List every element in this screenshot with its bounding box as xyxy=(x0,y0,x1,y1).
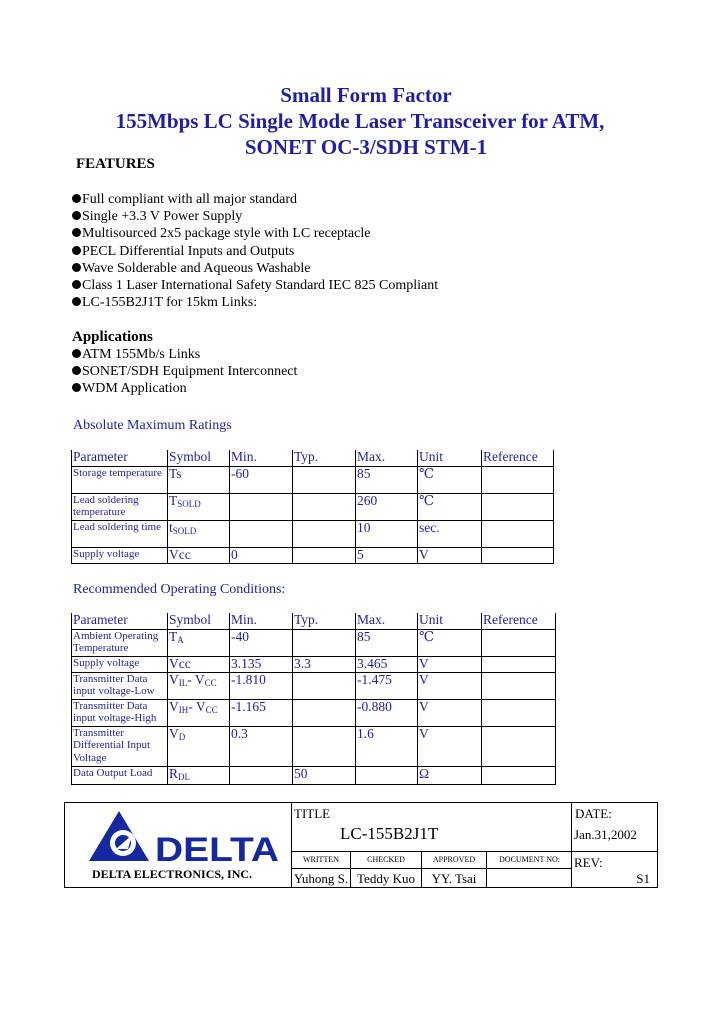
title-line-2: 155Mbps LC Single Mode Laser Transceiver for ATM, xyxy=(115,109,605,133)
rev-cell xyxy=(571,852,658,887)
min-cell: -1.165 xyxy=(230,699,293,726)
rec-op-table xyxy=(71,613,556,785)
column-header: Reference xyxy=(482,450,554,466)
min-cell: 0.3 xyxy=(230,726,293,766)
symbol-cell xyxy=(168,520,230,547)
max-cell: 1.6 xyxy=(356,726,418,766)
feature-text: Multisourced 2x5 package style with LC receptacle xyxy=(82,226,371,242)
written-value: Yuhong S. xyxy=(293,871,349,886)
parameter-cell: Transmitter Differential Input Voltage xyxy=(72,726,168,766)
feature-text: LC-155B2J1T for 15km Links: xyxy=(82,295,258,311)
symbol-cell xyxy=(168,656,230,672)
symbol-subscript-2: CC xyxy=(204,677,217,688)
written-cell xyxy=(291,852,350,887)
column-header: Unit xyxy=(418,450,482,466)
parameter-cell: Supply voltage xyxy=(72,547,168,563)
parameter-cell: Lead soldering time xyxy=(72,520,168,547)
table-row xyxy=(72,466,554,493)
parameter-cell: Transmitter Data input voltage-Low xyxy=(72,672,168,699)
max-cell: 3.465 xyxy=(356,656,418,672)
ref-cell xyxy=(482,520,554,547)
symbol-subscript-2: CC xyxy=(205,704,218,715)
company-logo-cell xyxy=(65,803,292,887)
column-header: Max. xyxy=(356,450,418,466)
application-text: WDM Application xyxy=(82,381,187,397)
typ-cell xyxy=(293,547,356,563)
feature-text: Single +3.3 V Power Supply xyxy=(82,209,243,225)
bullet-icon xyxy=(72,280,81,289)
part-number: LC-155B2J1T xyxy=(340,824,439,843)
rev-label: REV: xyxy=(574,855,603,870)
applications-heading: Applications xyxy=(72,329,153,345)
ref-cell xyxy=(482,629,556,656)
symbol-cell xyxy=(168,699,230,726)
typ-cell xyxy=(293,699,356,726)
date-label: DATE: xyxy=(575,806,612,821)
typ-cell xyxy=(293,466,356,493)
column-header: Typ. xyxy=(293,613,356,629)
column-header: Reference xyxy=(482,613,556,629)
symbol-text: Vcc xyxy=(169,547,191,562)
max-cell: -0.880 xyxy=(356,699,418,726)
table-header-row xyxy=(72,450,554,466)
min-cell: -60 xyxy=(230,466,293,493)
parameter-cell: Data Output Load xyxy=(72,766,168,784)
bullet-icon xyxy=(72,366,81,375)
symbol-text-2: - V xyxy=(188,699,206,714)
table-row xyxy=(72,520,554,547)
application-text: ATM 155Mb/s Links xyxy=(82,347,201,362)
symbol-cell xyxy=(168,629,230,656)
table-row xyxy=(72,766,556,784)
min-cell xyxy=(230,493,293,520)
table-row xyxy=(72,547,554,563)
symbol-subscript: DL xyxy=(178,771,191,782)
unit-cell: ℃ xyxy=(418,493,482,520)
rev-value: S1 xyxy=(636,871,650,886)
symbol-cell xyxy=(168,493,230,520)
unit-cell: V xyxy=(418,699,482,726)
typ-cell xyxy=(293,493,356,520)
parameter-cell: Transmitter Data input voltage-High xyxy=(72,699,168,726)
bullet-icon xyxy=(72,383,81,392)
checked-label: CHECKED xyxy=(367,855,405,864)
docno-cell xyxy=(486,852,572,887)
min-cell xyxy=(230,766,293,784)
symbol-text: Ts xyxy=(169,466,182,481)
abs-max-title: Absolute Maximum Ratings xyxy=(73,418,232,433)
parameter-cell: Storage temperature xyxy=(72,466,168,493)
symbol-text-2: - V xyxy=(187,672,205,687)
symbol-text: t xyxy=(169,520,173,535)
unit-cell: Ω xyxy=(418,766,482,784)
bullet-icon xyxy=(72,194,81,203)
parameter-cell: Ambient Operating Temperature xyxy=(72,629,168,656)
company-name: DELTA ELECTRONICS, INC. xyxy=(92,867,253,881)
checked-cell xyxy=(350,852,421,887)
max-cell: 10 xyxy=(356,520,418,547)
table-row xyxy=(72,629,556,656)
title-line-3: SONET OC-3/SDH STM-1 xyxy=(244,135,488,159)
bullet-icon xyxy=(72,228,81,237)
typ-cell xyxy=(293,629,356,656)
typ-cell: 3.3 xyxy=(293,656,356,672)
table-row xyxy=(72,493,554,520)
ref-cell xyxy=(482,547,554,563)
feature-list xyxy=(72,191,438,311)
approved-label: APPROVED xyxy=(432,855,476,864)
unit-cell: V xyxy=(418,726,482,766)
ref-cell xyxy=(482,699,556,726)
written-label: WRITTEN xyxy=(303,855,339,864)
max-cell: 85 xyxy=(356,629,418,656)
rec-op-title: Recommended Operating Conditions: xyxy=(73,582,286,597)
abs-max-table xyxy=(71,450,554,564)
table-row xyxy=(72,699,556,726)
unit-cell: ℃ xyxy=(418,629,482,656)
parameter-cell: Supply voltage xyxy=(72,656,168,672)
approved-cell xyxy=(421,852,486,887)
column-header: Symbol xyxy=(168,613,230,629)
feature-text: Full compliant with all major standard xyxy=(82,192,298,207)
ref-cell xyxy=(482,672,556,699)
min-cell xyxy=(230,520,293,547)
symbol-subscript: D xyxy=(178,731,186,742)
symbol-text: T xyxy=(169,629,178,644)
column-header: Parameter xyxy=(72,450,168,466)
max-cell: 260 xyxy=(356,493,418,520)
parameter-cell: Lead soldering temperature xyxy=(72,493,168,520)
checked-value: Teddy Kuo xyxy=(357,871,415,886)
applications-list xyxy=(72,346,297,398)
feature-text: Class 1 Laser International Safety Standard IEC 825 Compliant xyxy=(82,278,439,294)
min-cell: -1.810 xyxy=(230,672,293,699)
unit-cell: ℃ xyxy=(418,466,482,493)
unit-cell: V xyxy=(418,547,482,563)
symbol-text: V xyxy=(169,726,179,741)
bullet-icon xyxy=(72,211,81,220)
feature-text: PECL Differential Inputs and Outputs xyxy=(82,243,295,259)
bullet-icon xyxy=(72,297,81,306)
unit-cell: V xyxy=(418,656,482,672)
document-title xyxy=(0,82,720,160)
feature-text: Wave Solderable and Aqueous Washable xyxy=(82,260,311,276)
feature-item xyxy=(72,208,438,225)
feature-item xyxy=(72,191,438,208)
docno-label: DOCUMENT NO: xyxy=(499,855,560,864)
feature-item xyxy=(72,277,438,294)
feature-item xyxy=(72,294,438,311)
min-cell: -40 xyxy=(230,629,293,656)
application-item xyxy=(72,363,297,380)
column-header: Unit xyxy=(418,613,482,629)
feature-item xyxy=(72,260,438,277)
unit-cell: sec. xyxy=(418,520,482,547)
unit-cell: V xyxy=(418,672,482,699)
table-row xyxy=(72,726,556,766)
application-item xyxy=(72,346,297,363)
feature-item xyxy=(72,225,438,242)
symbol-text: V xyxy=(169,672,179,687)
logo-wordmark: DELTA xyxy=(155,831,279,865)
column-header: Min. xyxy=(230,613,293,629)
ref-cell xyxy=(482,656,556,672)
ref-cell xyxy=(482,726,556,766)
ref-cell xyxy=(482,466,554,493)
application-text: SONET/SDH Equipment Interconnect xyxy=(82,364,298,380)
date-value: Jan.31,2002 xyxy=(574,827,637,842)
table-row xyxy=(72,672,556,699)
symbol-cell xyxy=(168,726,230,766)
column-header: Parameter xyxy=(72,613,168,629)
symbol-subscript: A xyxy=(177,634,184,645)
max-cell: 85 xyxy=(356,466,418,493)
table-row xyxy=(72,656,556,672)
symbol-subscript: SOLD xyxy=(172,525,197,536)
min-cell: 0 xyxy=(230,547,293,563)
symbol-text: V xyxy=(169,699,179,714)
symbol-cell xyxy=(168,466,230,493)
table-header-row xyxy=(72,613,556,629)
typ-cell: 50 xyxy=(293,766,356,784)
date-cell xyxy=(571,803,658,851)
max-cell: 5 xyxy=(356,547,418,563)
approved-value: YY. Tsai xyxy=(431,871,477,886)
symbol-text: T xyxy=(169,493,178,508)
column-header: Max. xyxy=(356,613,418,629)
column-header: Typ. xyxy=(293,450,356,466)
symbol-text: R xyxy=(169,766,179,781)
symbol-cell xyxy=(168,766,230,784)
application-item xyxy=(72,380,297,397)
title-block-footer xyxy=(64,802,658,888)
symbol-text: Vcc xyxy=(169,656,191,671)
features-heading: FEATURES xyxy=(76,156,155,172)
symbol-cell xyxy=(168,672,230,699)
delta-logo-icon xyxy=(85,809,285,865)
bullet-icon xyxy=(72,246,81,255)
typ-cell xyxy=(293,672,356,699)
title-label: TITLE xyxy=(294,806,331,821)
symbol-cell xyxy=(168,547,230,563)
ref-cell xyxy=(482,766,556,784)
max-cell: -1.475 xyxy=(356,672,418,699)
bullet-icon xyxy=(72,263,81,272)
bullet-icon xyxy=(72,349,81,358)
ref-cell xyxy=(482,493,554,520)
column-header: Symbol xyxy=(168,450,230,466)
typ-cell xyxy=(293,520,356,547)
typ-cell xyxy=(293,726,356,766)
symbol-subscript: SOLD xyxy=(177,498,201,509)
title-line-1: Small Form Factor xyxy=(280,83,452,107)
min-cell: 3.135 xyxy=(230,656,293,672)
symbol-subscript: IL xyxy=(178,677,188,688)
symbol-subscript: IH xyxy=(178,704,189,715)
max-cell xyxy=(356,766,418,784)
feature-item xyxy=(72,243,438,260)
column-header: Min. xyxy=(230,450,293,466)
